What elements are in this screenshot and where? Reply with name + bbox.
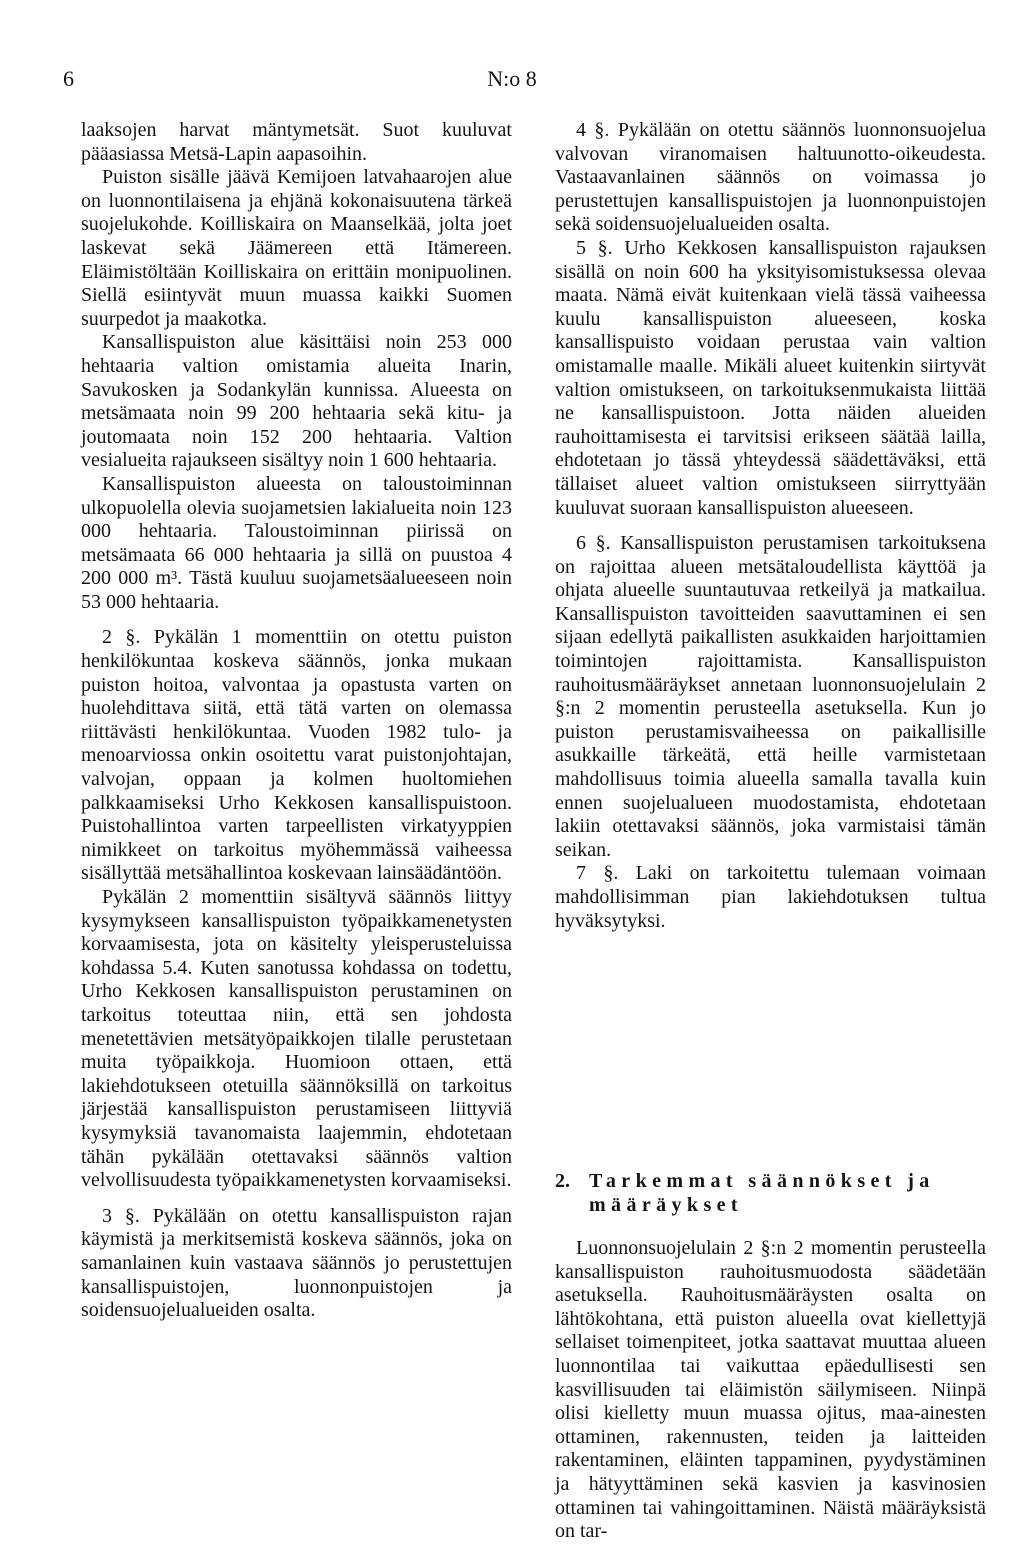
section-heading <box>555 1169 986 1217</box>
paragraph: Puiston sisälle jäävä Kemijoen latvahaarojen alue on luonnontilaisena ja ehjänä kokonaisuutena tärkeä suojelukohde. Koilliskaira on Maanselkää, jolta joet laskevat sekä Jäämereen että Itämereen. Eläimistöltään Koilliskaira on erittäin monipuolinen. Siellä esiintyvät muun muassa kaikki Suomen suurpedot ja maakotka. <box>81 166 512 330</box>
paragraph: 3 §. Pykälään on otettu kansallispuiston rajan käymistä ja merkitsemistä koskeva säännös, joka on samanlainen kuin vastaava säännös jo perustettujen kansallispuistojen, luonnonpuistojen ja soidensuojelualueiden osalta. <box>81 1204 512 1322</box>
section-title-line-1: Tarkemmat säännökset ja <box>589 1170 935 1192</box>
section-number: 2. <box>555 1170 570 1192</box>
paragraph: 6 §. Kansallispuiston perustamisen tarkoituksena on rajoittaa alueen metsätaloudellista käyttöä ja ohjata alueelle suuntautuvaa retkeilyä ja matkailua. Kansallispuiston tavoitteiden saavuttaminen ei sen sijaan edellytä paikallisten asukkaiden harjoittamien toimintojen rajoittamista. Kansallispuiston rauhoitusmääräykset annetaan luonnonsuojelulain 2 §:n 2 momentin perusteella asetuksella. Kun jo puiston perustamisvaiheessa on paikallisille asukkaille tärkeätä, että heille varmistetaan mahdollisuus toimia alueella samalla tavalla kuin ennen suojelualueen muodostamista, ehdotetaan lakiin otettavaksi säännös, joka varmistaisi tämän seikan. <box>555 532 986 861</box>
paragraph: Kansallispuiston alue käsittäisi noin 253 000 hehtaaria valtion omistamia alueita Inarin, Savukosken ja Sodankylän kunnissa. Alueesta on metsämaata noin 99 200 hehtaaria sekä kitu- ja joutomaata noin 152 200 hehtaaria. Valtion vesialueita rajaukseen sisältyy noin 1 600 hehtaaria. <box>81 331 512 472</box>
paragraph: 4 §. Pykälään on otettu säännös luonnonsuojelua valvovan viranomaisen haltuunotto-oikeudesta. Vastaavanlainen säännös on voimassa jo perustettujen kansallispuistojen ja luonnonpuistojen sekä soidensuojelualueiden osalta. <box>555 119 986 236</box>
paragraph: Luonnonsuojelulain 2 §:n 2 momentin perusteella kansallispuiston rauhoitusmuodosta säädetään asetuksella. Rauhoitusmääräysten osalta on lähtökohtana, että puiston alueella ovat kiellettyjä sellaiset toimenpiteet, jotka saattavat muuttaa alueen luonnontilaa tai vaikuttaa epäedullisesti sen kasvillisuuden tai eläimistön säilymiseen. Niinpä olisi kielletty muun muassa ojitus, maa-ainesten ottaminen, rakennusten, teiden ja laitteiden rakentaminen, eläinten tappaminen, pyydystäminen ja hätyyttäminen sekä kasvien ja kasvinosien ottaminen tai vahingoittaminen. Näistä määräyksistä on tar- <box>555 1237 986 1543</box>
paragraph: laaksojen harvat mäntymetsät. Suot kuuluvat pääasiassa Metsä-Lapin aapasoihin. <box>81 119 512 165</box>
paragraph: 7 §. Laki on tarkoitettu tulemaan voimaan mahdollisimman pian lakiehdotuksen tultua hyväksytyksi. <box>555 862 986 932</box>
right-column <box>555 119 986 933</box>
right-column-lower <box>555 1237 986 1544</box>
paragraph: Pykälän 2 momenttiin sisältyvä säännös liittyy kysymykseen kansallispuiston työpaikkamenetysten korvaamisesta, jota on käsitelty yleisperusteluissa kohdassa 5.4. Kuten sanotussa kohdassa on todettu, Urho Kekkosen kansallispuiston perustaminen on tarkoitus toteuttaa niin, että sen johdosta menetettävien metsätyöpaikkojen tilalle perustetaan muita työpaikkoja. Huomioon ottaen, että lakiehdotukseen otetuilla säännöksillä on tarkoitus järjestää kansallispuiston perustamiseen liittyviä kysymyksiä tavanomaista laajemmin, ehdotetaan tähän pykälään otettavaksi säännös valtion velvollisuudesta työpaikkamenetysten korvaamiseksi. <box>81 886 512 1192</box>
page-number: 6 <box>63 66 74 91</box>
paragraph: Kansallispuiston alueesta on taloustoiminnan ulkopuolella olevia suojametsien lakialueita noin 123 000 hehtaaria. Taloustoiminnan piirissä on metsämaata 66 000 hehtaaria ja sillä on puustoa 4 200 000 m³. Tästä kuuluu suojametsäalueeseen noin 53 000 hehtaaria. <box>81 472 512 613</box>
issue-number: N:o 8 <box>487 66 537 91</box>
section-title-line-2: määräykset <box>589 1194 743 1216</box>
paragraph: 2 §. Pykälän 1 momenttiin on otettu puiston henkilökuntaa koskeva säännös, jonka mukaan puiston hoitoa, valvontaa ja opastusta varten on huolehdittava siitä, että tätä varten on olemassa riittävästi henkilökuntaa. Vuoden 1982 tulo- ja menoarviossa onkin osoitettu varat puistonjohtajan, valvojan, oppaan ja kolmen huoltomiehen palkkaamiseksi Urho Kekkosen kansallispuistoon. Puistohallintoa varten tarpeellisten virkatyyppien nimikkeet on tarkoitus myöhemmässä vaiheessa sisällyttää metsähallintoa koskevaan lainsäädäntöön. <box>81 626 512 885</box>
paragraph: 5 §. Urho Kekkosen kansallispuiston rajauksen sisällä on noin 600 ha yksityisomistuksessa olevaa maata. Nämä eivät kuitenkaan vielä tässä vaiheessa kuulu kansallispuiston alueeseen, koska kansallispuisto voidaan perustaa vain valtion omistamalle maalle. Mikäli alueet kuitenkin siirtyvät valtion omistukseen, on tarkoituksenmukaista liittää ne kansallispuistoon. Jotta näiden alueiden rauhoittamisesta ei tarvitsisi erikseen säätää lailla, ehdotetaan jo tässä yhteydessä säädettäväksi, että tällaiset alueet valtion omistukseen siirryttyään kuuluvat suoraan kansallispuiston alueeseen. <box>555 236 986 519</box>
left-column <box>81 119 512 1323</box>
